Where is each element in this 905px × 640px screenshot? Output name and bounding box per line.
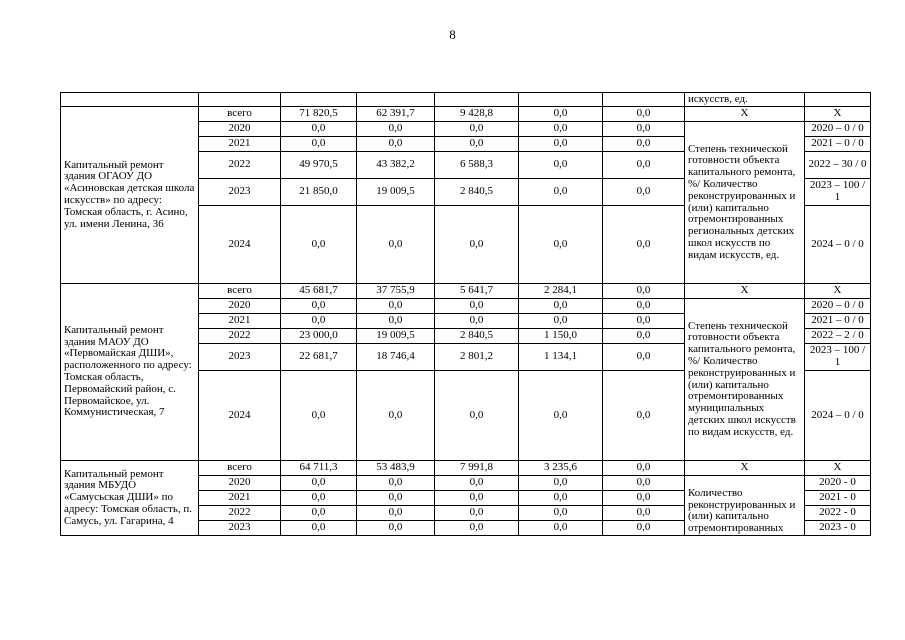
value-cell: 0,0 [603, 206, 685, 284]
value-cell: 0,0 [603, 371, 685, 461]
value-cell: 0,0 [519, 521, 603, 536]
value-cell: 0,0 [357, 299, 435, 314]
target-cell: 2020 – 0 / 0 [805, 122, 871, 137]
value-cell: 0,0 [603, 122, 685, 137]
table-row [61, 284, 871, 299]
value-cell: 0,0 [519, 152, 603, 179]
value-cell: 0,0 [603, 179, 685, 206]
value-cell: 19 009,5 [357, 329, 435, 344]
year-cell: 2020 [199, 299, 281, 314]
target-cell: 2024 – 0 / 0 [805, 371, 871, 461]
value-cell: 0,0 [603, 344, 685, 371]
value-cell: 0,0 [519, 137, 603, 152]
value-cell: 0,0 [603, 152, 685, 179]
value-cell: 0,0 [435, 371, 519, 461]
value-cell: 0,0 [357, 521, 435, 536]
value-cell: 9 428,8 [435, 107, 519, 122]
value-cell: 0,0 [519, 476, 603, 491]
year-cell: 2021 [199, 314, 281, 329]
table-row [61, 107, 871, 122]
indicator-cell: X [685, 107, 805, 122]
value-cell: 2 840,5 [435, 329, 519, 344]
object-description: Капитальный ремонт здания ОГАОУ ДО «Асиновская детская школа искусств» по адресу: Томская область, г. Асино, ул. имени Ленина, 36 [61, 107, 199, 284]
value-cell: 0,0 [435, 137, 519, 152]
value-cell: 0,0 [357, 491, 435, 506]
value-cell: 1 134,1 [519, 344, 603, 371]
table-row [61, 461, 871, 476]
value-cell: 0,0 [435, 476, 519, 491]
value-cell: 0,0 [603, 299, 685, 314]
value-cell: 1 150,0 [519, 329, 603, 344]
object-description: Капитальный ремонт здания МАОУ ДО «Первомайская ДШИ», расположенного по адресу: Томская область, Первомайский район, с. Первомайское, ул. Коммунистическая, 7 [61, 284, 199, 461]
target-cell: 2022 – 2 / 0 [805, 329, 871, 344]
value-cell: 0,0 [281, 137, 357, 152]
value-cell: 0,0 [603, 521, 685, 536]
value-cell: 0,0 [281, 122, 357, 137]
year-cell: 2023 [199, 344, 281, 371]
target-cell: 2021 - 0 [805, 491, 871, 506]
target-cell: X [805, 107, 871, 122]
value-cell: 0,0 [603, 107, 685, 122]
value-cell: 0,0 [603, 491, 685, 506]
indicator-cell: X [685, 461, 805, 476]
value-cell: 0,0 [281, 506, 357, 521]
value-cell: 22 681,7 [281, 344, 357, 371]
target-cell: 2023 - 0 [805, 521, 871, 536]
indicator-description: Степень технической готовности объекта капитального ремонта, %/ Количество реконструированных и (или) капитально отремонтированных региональных детских школ искусств по видам искусств, ед. [685, 122, 805, 284]
target-cell: 2023 – 100 / 1 [805, 179, 871, 206]
value-cell: 0,0 [435, 521, 519, 536]
year-cell: 2022 [199, 152, 281, 179]
year-cell: 2024 [199, 371, 281, 461]
value-cell: 2 840,5 [435, 179, 519, 206]
year-cell: всего [199, 284, 281, 299]
target-cell: 2020 – 0 / 0 [805, 299, 871, 314]
value-cell: 0,0 [357, 206, 435, 284]
year-cell: 2020 [199, 476, 281, 491]
indicator-tail: искусств, ед. [685, 93, 805, 107]
value-cell: 2 284,1 [519, 284, 603, 299]
value-cell: 0,0 [435, 206, 519, 284]
value-cell: 0,0 [519, 206, 603, 284]
target-cell: 2024 – 0 / 0 [805, 206, 871, 284]
value-cell: 0,0 [357, 371, 435, 461]
target-cell: X [805, 284, 871, 299]
value-cell: 0,0 [357, 122, 435, 137]
value-cell: 0,0 [603, 476, 685, 491]
value-cell: 23 000,0 [281, 329, 357, 344]
target-cell: 2021 – 0 / 0 [805, 137, 871, 152]
value-cell: 5 641,7 [435, 284, 519, 299]
value-cell: 0,0 [357, 137, 435, 152]
value-cell: 6 588,3 [435, 152, 519, 179]
target-cell: 2022 – 30 / 0 [805, 152, 871, 179]
value-cell: 0,0 [435, 506, 519, 521]
year-cell: 2020 [199, 122, 281, 137]
value-cell: 37 755,9 [357, 284, 435, 299]
value-cell: 0,0 [435, 314, 519, 329]
value-cell: 45 681,7 [281, 284, 357, 299]
target-cell: 2021 – 0 / 0 [805, 314, 871, 329]
value-cell: 18 746,4 [357, 344, 435, 371]
indicator-cell: X [685, 284, 805, 299]
target-cell: 2020 - 0 [805, 476, 871, 491]
year-cell: 2021 [199, 137, 281, 152]
target-cell: X [805, 461, 871, 476]
value-cell: 64 711,3 [281, 461, 357, 476]
year-cell: 2021 [199, 491, 281, 506]
value-cell: 0,0 [519, 179, 603, 206]
value-cell: 0,0 [281, 476, 357, 491]
year-cell: 2024 [199, 206, 281, 284]
value-cell: 0,0 [281, 206, 357, 284]
year-cell: 2023 [199, 521, 281, 536]
value-cell: 0,0 [519, 314, 603, 329]
continuation-row [61, 93, 871, 107]
page-number: 8 [449, 27, 456, 42]
target-cell: 2023 – 100 / 1 [805, 344, 871, 371]
value-cell: 7 991,8 [435, 461, 519, 476]
value-cell: 43 382,2 [357, 152, 435, 179]
value-cell: 0,0 [281, 371, 357, 461]
value-cell: 0,0 [519, 299, 603, 314]
year-cell: 2022 [199, 506, 281, 521]
value-cell: 0,0 [519, 491, 603, 506]
budget-table [60, 92, 871, 536]
value-cell: 0,0 [519, 122, 603, 137]
value-cell: 0,0 [281, 491, 357, 506]
value-cell: 0,0 [603, 461, 685, 476]
year-cell: 2023 [199, 179, 281, 206]
value-cell: 0,0 [357, 506, 435, 521]
indicator-description: Степень технической готовности объекта капитального ремонта, %/ Количество реконструированных и (или) капитально отремонтированных муниципальных детских школ искусств по видам искусств, ед. [685, 299, 805, 461]
value-cell: 0,0 [603, 314, 685, 329]
value-cell: 0,0 [281, 314, 357, 329]
value-cell: 0,0 [603, 137, 685, 152]
year-cell: всего [199, 107, 281, 122]
year-cell: 2022 [199, 329, 281, 344]
indicator-description: Количество реконструированных и (или) капитально отремонтированных [685, 476, 805, 536]
value-cell: 0,0 [435, 299, 519, 314]
value-cell: 0,0 [603, 506, 685, 521]
value-cell: 0,0 [603, 284, 685, 299]
value-cell: 0,0 [357, 314, 435, 329]
value-cell: 2 801,2 [435, 344, 519, 371]
value-cell: 0,0 [519, 506, 603, 521]
value-cell: 0,0 [435, 491, 519, 506]
value-cell: 0,0 [357, 476, 435, 491]
target-cell: 2022 - 0 [805, 506, 871, 521]
value-cell: 0,0 [281, 521, 357, 536]
value-cell: 3 235,6 [519, 461, 603, 476]
value-cell: 49 970,5 [281, 152, 357, 179]
value-cell: 53 483,9 [357, 461, 435, 476]
value-cell: 71 820,5 [281, 107, 357, 122]
value-cell: 0,0 [519, 371, 603, 461]
value-cell: 21 850,0 [281, 179, 357, 206]
value-cell: 0,0 [435, 122, 519, 137]
year-cell: всего [199, 461, 281, 476]
object-description: Капитальный ремонт здания МБУДО «Самусьская ДШИ» по адресу: Томская область, п. Самусь, ул. Гагарина, 4 [61, 461, 199, 536]
value-cell: 19 009,5 [357, 179, 435, 206]
value-cell: 0,0 [519, 107, 603, 122]
value-cell: 0,0 [603, 329, 685, 344]
value-cell: 0,0 [281, 299, 357, 314]
value-cell: 62 391,7 [357, 107, 435, 122]
